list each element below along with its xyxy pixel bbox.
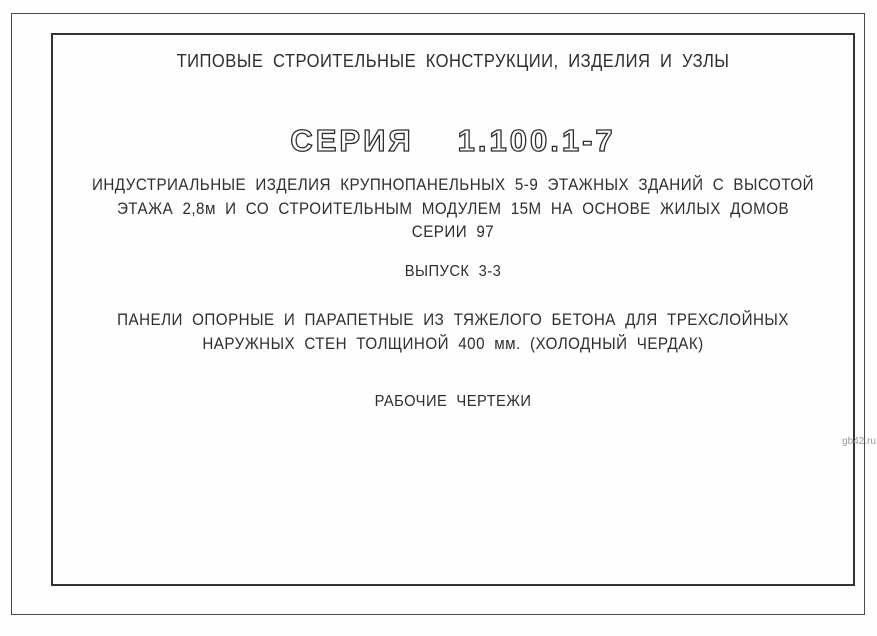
issue-number: ВЫПУСК 3-3 xyxy=(404,263,502,280)
description-line-3: СЕРИИ 97 xyxy=(411,223,495,241)
document-header: ТИПОВЫЕ СТРОИТЕЛЬНЫЕ КОНСТРУКЦИИ, ИЗДЕЛИЯ И УЗЛЫ xyxy=(176,51,730,71)
series-number: 1.100.1-7 xyxy=(457,123,616,158)
subject-line-2: НАРУЖНЫХ СТЕН ТОЛЩИНОЙ 400 мм. (ХОЛОДНЫЙ ЧЕРДАК) xyxy=(202,335,704,353)
subject-line-1: ПАНЕЛИ ОПОРНЫЕ И ПАРАПЕТНЫЕ ИЗ ТЯЖЕЛОГО БЕТОНА ДЛЯ ТРЕХСЛОЙНЫХ xyxy=(117,311,789,329)
site-watermark: gb42.ru xyxy=(842,436,876,447)
subject-paragraph xyxy=(85,308,821,356)
description-line-2: ЭТАЖА 2,8м И СО СТРОИТЕЛЬНЫМ МОДУЛЕМ 15М НА ОСНОВЕ ЖИЛЫХ ДОМОВ xyxy=(116,199,790,218)
description-line-1: ИНДУСТРИАЛЬНЫЕ ИЗДЕЛИЯ КРУПНОПАНЕЛЬНЫХ 5-9 ЭТАЖНЫХ ЗДАНИЙ С ВЫСОТОЙ xyxy=(92,176,814,194)
outer-border-frame xyxy=(11,13,865,615)
inner-border-frame xyxy=(51,33,855,586)
series-label: СЕРИЯ xyxy=(290,123,414,158)
series-title xyxy=(53,123,853,159)
description-paragraph xyxy=(85,174,821,245)
document-type: РАБОЧИЕ ЧЕРТЕЖИ xyxy=(374,393,532,410)
